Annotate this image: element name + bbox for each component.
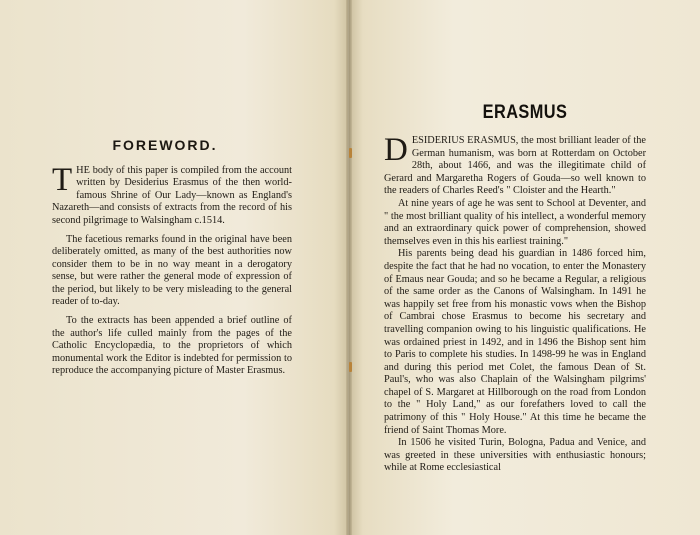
foreword-paragraph-3: To the extracts has been appended a brief outline of the author's life culled mainly from the pages of the Catholic Encyclopædia, to the proprietors of which monumental work the Editor is indebted for permission to reproduce the accompanying picture of Master Erasmus. xyxy=(52,315,292,377)
staple-bottom xyxy=(349,362,352,372)
left-page xyxy=(0,0,348,535)
foreword-paragraph-1-text: HE body of this paper is compiled from the account written by Desiderius Erasmus of the then world-famous Shrine of Our Lady—known as England's Nazareth—and consists of extracts from the record of his second pilgrimage to Walsingham c.1514. xyxy=(52,165,292,226)
erasmus-paragraph-4: In 1506 he visited Turin, Bologna, Padua and Venice, and was greeted in these universities with enthusiastic honours; while at Rome ecclesiastical xyxy=(384,437,646,474)
erasmus-heading: ERASMUS xyxy=(482,102,568,123)
erasmus-body xyxy=(384,132,646,475)
erasmus-paragraph-3: His parents being dead his guardian in 1486 forced him, despite the fact that he had no vocation, to enter the Monastery of Emaus near Gouda; and so he became a Regular, a religious of the same order as the Canons of Walsingham. In 1491 he was happily set free from his monastic vows when the Bishop of Cambrai chose Erasmus to become his secretary and travelling companion owing to his linguistic qualifications. He was ordained priest in 1492, and in 1496 the Bishop sent him to Paris to complete his studies. In 1498-99 he was in England and during this period met Colet, the famous Dean of St. Paul's, who was also Chaplain of the Walsingham pilgrims' chapel of S. Margaret at Hillborough on the road from London to the " Holy Land," as our forefathers loved to call the patrimony of this " Holy House." At this time he became the friend of Saint Thomas More. xyxy=(384,248,646,436)
erasmus-paragraph-2: At nine years of age he was sent to School at Deventer, and " the most brilliant quality of his intellect, a wonderful memory and an extraordinary quick power of comprehension, showed themselves even in this his earliest training." xyxy=(384,197,646,247)
foreword-paragraph-1 xyxy=(52,162,292,227)
foreword-paragraph-2: The facetious remarks found in the original have been deliberately omitted, as many of the best authorities now consider them to be in no way meant in a derogatory sense, but were rather the general mode of expression of the period, but likely to be very misleading to the general reader of to-day. xyxy=(52,234,292,308)
erasmus-dropcap: D xyxy=(384,132,408,168)
foreword-heading: FOREWORD. xyxy=(112,137,218,153)
staple-top xyxy=(349,148,352,158)
foreword-body xyxy=(52,162,292,385)
book-gutter xyxy=(346,0,352,535)
erasmus-paragraph-1 xyxy=(384,132,646,198)
foreword-dropcap: T xyxy=(52,162,73,198)
erasmus-paragraph-1-text: ESIDERIUS ERASMUS, the most brilliant leader of the German humanism, was born at Rotterdam on October 28th, about 1466, and was the illegitimate child of Gerard and Margaretha Rogers of Gouda—so well known to the readers of Charles Reed's " Cloister and the Hearth." xyxy=(384,135,646,197)
